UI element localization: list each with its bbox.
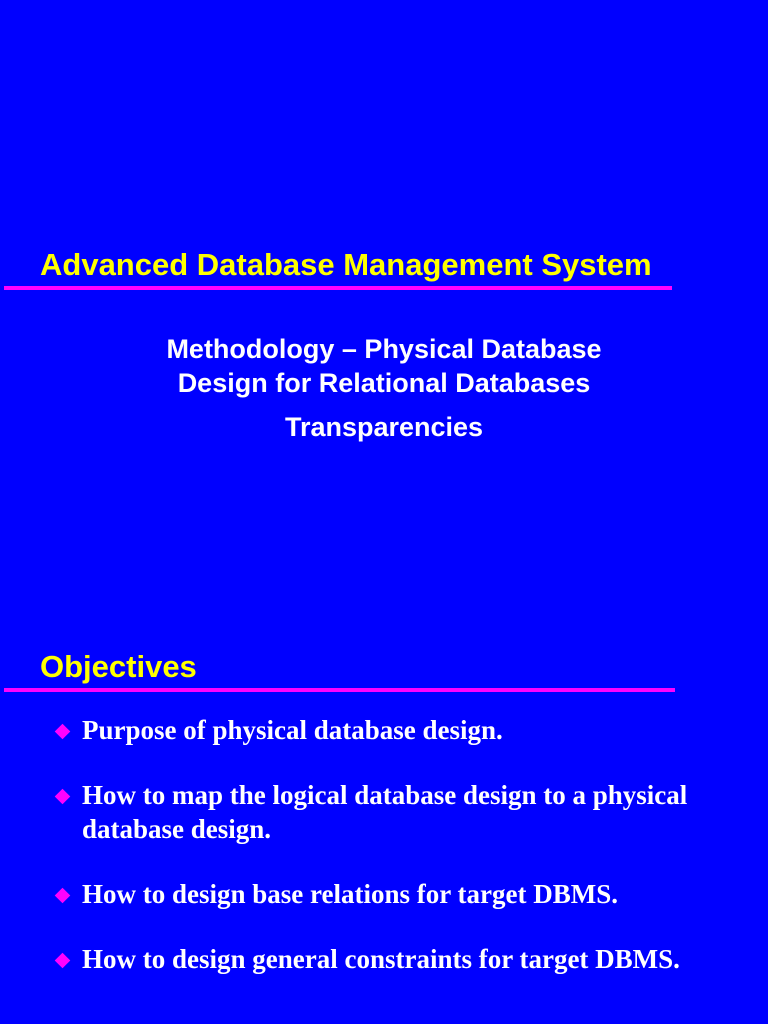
title-underline xyxy=(4,286,672,290)
course-title: Advanced Database Management System xyxy=(40,247,652,282)
subtitle-line: Transparencies xyxy=(284,412,484,442)
list-item-text: How to design general constraints for target DBMS. xyxy=(82,944,680,974)
objectives-list xyxy=(0,512,768,1024)
diamond-icon xyxy=(55,888,71,904)
list-item-text: Purpose of physical database design. xyxy=(82,715,503,745)
subtitle-line: Methodology – Physical Database xyxy=(166,334,602,364)
list-item-text: How to map the logical database design to a physical database design. xyxy=(82,780,688,844)
objectives-slide xyxy=(0,512,768,1024)
diamond-icon xyxy=(55,953,71,969)
objectives-title: Objectives xyxy=(40,649,197,684)
diamond-icon xyxy=(55,724,71,740)
diamond-icon xyxy=(55,789,71,805)
list-item-text: How to design base relations for target DBMS. xyxy=(82,879,618,909)
subtitle-line: Design for Relational Databases xyxy=(177,368,591,398)
